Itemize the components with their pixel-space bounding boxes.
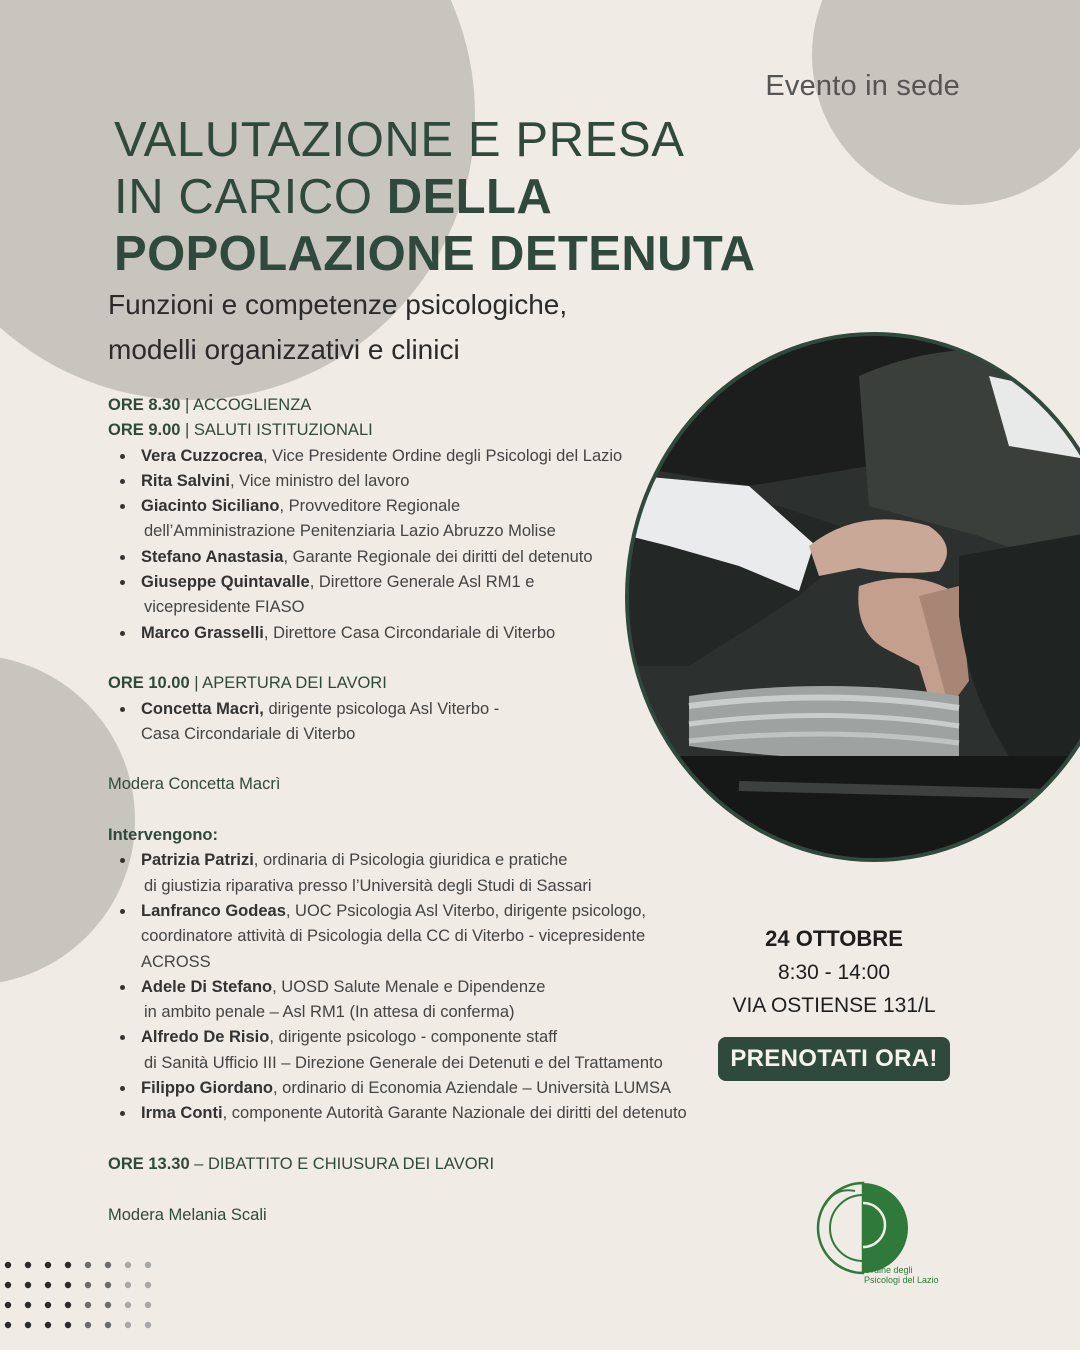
schedule-label: | SALUTI ISTITUZIONALI <box>180 421 373 440</box>
subtitle-line-2: modelli organizzativi e clinici <box>108 334 460 365</box>
speaker-role: , Direttore Casa Circondariale di Viterbo <box>263 623 556 642</box>
speaker-role: , Garante Regionale dei diritti del detenuto <box>283 547 593 566</box>
moderator-line: Modera Concetta Macrì <box>108 775 281 794</box>
speaker-name: Marco Grasselli <box>141 623 264 642</box>
event-time: 8:30 - 14:00 <box>777 961 891 984</box>
event-date: 24 OTTOBRE <box>765 926 903 951</box>
decorative-dot <box>145 1322 151 1328</box>
decorative-dot <box>45 1322 51 1328</box>
speaker-role: , UOC Psicologia Asl Viterbo, dirigente psicologo, <box>285 901 647 920</box>
logo-line-1: Ordine degli <box>864 1265 913 1275</box>
schedule-item-greetings <box>108 418 718 443</box>
speaker-role-continued: vicepresidente FIASO <box>144 598 305 617</box>
speaker-item <box>141 1025 718 1076</box>
decorative-dot <box>25 1282 31 1288</box>
interventions-speaker-list <box>108 848 718 1126</box>
schedule-item-opening <box>108 671 718 696</box>
title-line-2-light: IN CARICO <box>114 170 387 224</box>
speaker-name: Giacinto Siciliano <box>141 497 280 516</box>
speaker-role-continued: in ambito penale – Asl RM1 (In attesa di conferma) <box>144 1003 515 1022</box>
decorative-dot <box>145 1262 151 1268</box>
decorative-dot <box>105 1302 111 1308</box>
decorative-dot <box>125 1302 131 1308</box>
decorative-dot <box>45 1302 51 1308</box>
logo-wordmark <box>864 1265 939 1285</box>
decorative-dot <box>125 1262 131 1268</box>
speaker-name: Rita Salvini <box>141 471 230 490</box>
speaker-item <box>141 899 718 975</box>
speaker-name: Lanfranco Godeas <box>141 901 286 920</box>
speaker-name: Vera Cuzzocrea <box>141 446 263 465</box>
speaker-item <box>141 444 718 469</box>
decorative-dot <box>25 1262 31 1268</box>
speaker-name: Giuseppe Quintavalle <box>141 573 310 592</box>
schedule-time: ORE 13.30 <box>108 1154 190 1173</box>
opening-speaker-list <box>108 697 718 748</box>
decorative-dot <box>145 1282 151 1288</box>
decorative-dot <box>105 1262 111 1268</box>
speaker-item <box>141 848 718 899</box>
decorative-dot <box>125 1322 131 1328</box>
speaker-item <box>141 1076 718 1101</box>
speaker-name: Stefano Anastasia <box>141 547 284 566</box>
schedule-label: – DIBATTITO E CHIUSURA DEI LAVORI <box>189 1154 495 1173</box>
decorative-dot <box>45 1262 51 1268</box>
speaker-role: , ordinario di Economia Aziendale – Università LUMSA <box>272 1079 672 1098</box>
schedule-time: ORE 10.00 <box>108 674 190 693</box>
decorative-dot <box>125 1282 131 1288</box>
schedule-item-closing <box>108 1152 718 1177</box>
moderator-line: Modera Melania Scali <box>108 1205 267 1224</box>
decorative-dot <box>5 1302 11 1308</box>
seated-person-photo-illustration <box>629 336 1080 862</box>
event-title <box>114 112 755 283</box>
speaker-role-continued: di Sanità Ufficio III – Direzione Generale dei Detenuti e del Trattamento <box>144 1053 663 1072</box>
schedule-time: ORE 9.00 <box>108 421 181 440</box>
decorative-dot <box>25 1302 31 1308</box>
speaker-item <box>141 469 718 494</box>
event-type-tag: Evento in sede <box>765 70 960 102</box>
interventions-heading: Intervengono: <box>108 826 218 845</box>
speaker-item <box>141 1101 718 1126</box>
title-line-2-bold: DELLA <box>386 170 553 224</box>
decorative-dot <box>85 1322 91 1328</box>
speaker-role: , Direttore Generale Asl RM1 e <box>309 573 535 592</box>
speaker-role: , ordinaria di Psicologia giuridica e pratiche <box>253 851 568 870</box>
speaker-role-continued: Casa Circondariale di Viterbo <box>141 724 356 743</box>
speaker-role: , UOSD Salute Menale e Dipendenze <box>272 977 546 996</box>
speaker-name: Patrizia Patrizi <box>141 851 254 870</box>
event-subtitle <box>108 282 567 372</box>
speaker-item <box>141 697 718 748</box>
decorative-dot <box>45 1282 51 1288</box>
book-now-button[interactable]: PRENOTATI ORA! <box>718 1037 949 1081</box>
speaker-name: Concetta Macrì, <box>141 699 264 718</box>
decorative-dot <box>145 1302 151 1308</box>
schedule-label: | ACCOGLIENZA <box>180 396 312 414</box>
speaker-role-continued: ACROSS <box>141 952 211 971</box>
speaker-role-continued: di giustizia riparativa presso l’Università degli Studi di Sassari <box>144 876 592 895</box>
speaker-role: dirigente psicologa Asl Viterbo - <box>263 699 500 718</box>
decorative-dot <box>5 1322 11 1328</box>
speaker-item <box>141 975 718 1026</box>
decorative-dot <box>5 1282 11 1288</box>
speaker-role: , componente Autorità Garante Nazionale dei diritti del detenuto <box>222 1104 687 1123</box>
speaker-name: Alfredo De Risio <box>141 1028 270 1047</box>
decorative-dot <box>65 1282 71 1288</box>
speaker-role-continued: dell’Amministrazione Penitenziaria Lazio Abruzzo Molise <box>144 522 556 541</box>
speaker-name: Irma Conti <box>141 1104 223 1123</box>
speaker-name: Filippo Giordano <box>141 1079 273 1098</box>
speaker-name: Adele Di Stefano <box>141 977 273 996</box>
decorative-dot <box>85 1302 91 1308</box>
speaker-role: , dirigente psicologo - componente staff <box>269 1028 558 1047</box>
speaker-role: , Vice ministro del lavoro <box>229 471 410 490</box>
schedule-item-welcome <box>108 393 718 418</box>
speaker-role-continued: coordinatore attività di Psicologia della CC di Viterbo - vicepresidente <box>141 927 646 946</box>
speaker-role: , Vice Presidente Ordine degli Psicologi del Lazio <box>262 446 623 465</box>
event-address: VIA OSTIENSE 131/L <box>732 994 936 1017</box>
event-info-box <box>712 922 956 1081</box>
decorative-dot <box>25 1322 31 1328</box>
schedule-time: ORE 8.30 <box>108 396 181 414</box>
decorative-dot <box>105 1282 111 1288</box>
speaker-role: , Provveditore Regionale <box>279 497 461 516</box>
decorative-dot <box>105 1322 111 1328</box>
decorative-dot <box>65 1322 71 1328</box>
decorative-dot <box>65 1302 71 1308</box>
decorative-dot <box>85 1262 91 1268</box>
title-line-3: POPOLAZIONE DETENUTA <box>114 227 756 281</box>
decorative-dot <box>5 1262 11 1268</box>
program-schedule <box>108 393 718 1228</box>
logo-line-2: Psicologi del Lazio <box>864 1275 939 1285</box>
subtitle-line-1: Funzioni e competenze psicologiche, <box>108 289 568 320</box>
dot-grid-decoration <box>0 1258 160 1333</box>
decorative-dot <box>85 1282 91 1288</box>
schedule-label: | APERTURA DEI LAVORI <box>189 674 387 693</box>
decorative-dot <box>65 1262 71 1268</box>
title-line-1: VALUTAZIONE E PRESA <box>114 113 685 167</box>
